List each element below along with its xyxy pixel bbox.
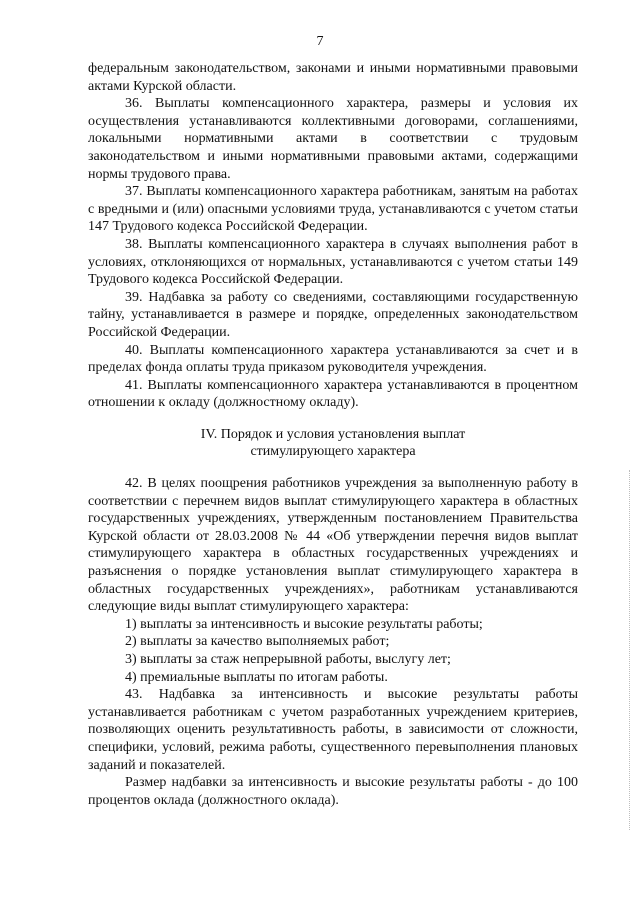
paragraph-42: 42. В целях поощрения работников учреждения за выполненную работу в соответствии с перечнем видов выплат стимулирующего характера в областных государственных учреждениях, утвержденным постановлением Правительства Курской области от 28.03.2008 № 44 «Об утверждении перечня видов выплат стимулирующего характера в областных государственных учреждениях и разъяснения о порядке установления выплат стимулирующего характера в областных государственных учреждениях», работникам устанавливаются следующие виды выплат стимулирующего характера: [88,476,578,615]
paragraph-38: 38. Выплаты компенсационного характера в случаях выполнения работ в условиях, отклоняющихся от нормальных, устанавливаются с учетом статьи 149 Трудового кодекса Российской Федерации. [88,236,578,288]
document-body [88,60,578,809]
paragraph-43: 43. Надбавка за интенсивность и высокие результаты работы устанавливается работникам с учетом разработанных учреждением критериев, позволяющих оценить результативность работы, в зависимости от сложности, специфики, условий, режима работы, существенного перевыполнения плановых заданий и показателей. [88,687,578,773]
paragraph-41: 41. Выплаты компенсационного характера устанавливаются в процентном отношении к окладу (должностному окладу). [88,377,578,411]
margin-scan-marks [629,470,634,830]
paragraph-40: 40. Выплаты компенсационного характера устанавливаются за счет и в пределах фонда оплаты труда приказом руководителя учреждения. [88,342,578,376]
list-item: 4) премиальные выплаты по итогам работы. [125,669,388,685]
paragraph-continuation: федеральным законодательством, законами и иными нормативными правовыми актами Курской области. [88,61,578,94]
paragraph-37: 37. Выплаты компенсационного характера работникам, занятым на работах с вредными и (или) опасными условиями труда, устанавливаются с учетом статьи 147 Трудового кодекса Российской Федерации. [88,184,578,235]
section-heading-line-2: стимулирующего характера [250,444,416,460]
paragraph-36: 36. Выплаты компенсационного характера, размеры и условия их осуществления устанавливаются коллективными договорами, соглашениями, локальными нормативными актами в соответствии с трудовым законодательством и иными нормативными правовыми актами, содержащими нормы трудового права. [88,96,578,182]
section-heading-line-1: IV. Порядок и условия установления выплат [200,426,466,442]
paragraph-bonus-size: Размер надбавки за интенсивность и высокие результаты работы - до 100 процентов оклада (должностного оклада). [88,775,578,808]
page-number: 7 [316,34,324,49]
section-heading [88,426,578,461]
list-item: 3) выплаты за стаж непрерывной работы, выслугу лет; [125,652,451,667]
paragraph-39: 39. Надбавка за работу со сведениями, составляющими государственную тайну, устанавливается в размере и порядке, определенных законодательством Российской Федерации. [88,289,578,340]
list-item: 1) выплаты за интенсивность и высокие результаты работы; [125,616,483,632]
list-item: 2) выплаты за качество выполняемых работ; [125,634,390,650]
